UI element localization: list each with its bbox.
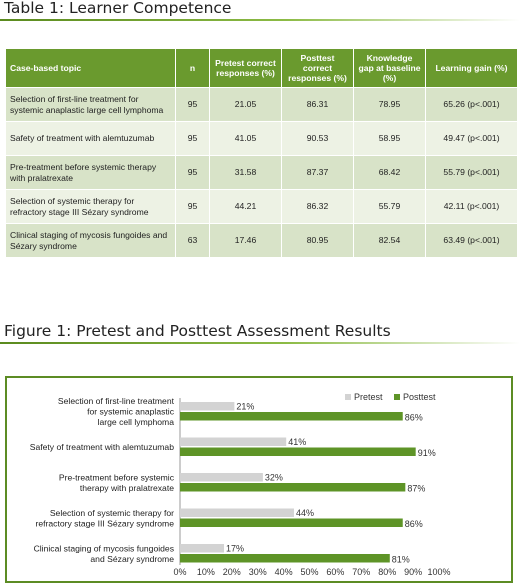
bar-chart xyxy=(7,378,511,581)
gap-cell: 82.54 xyxy=(354,224,426,258)
pretest-cell: 31.58 xyxy=(210,156,282,190)
n-cell: 95 xyxy=(176,156,210,190)
x-tick-label: 90% xyxy=(404,567,423,577)
n-cell: 95 xyxy=(176,88,210,122)
column-header: Learning gain (%) xyxy=(426,49,518,88)
x-tick-label: 30% xyxy=(248,567,267,577)
gap-cell: 78.95 xyxy=(354,88,426,122)
category-label: Clinical staging of mycosis fungoides and Sézary syndrome xyxy=(33,543,174,564)
posttest-cell: 90.53 xyxy=(282,122,354,156)
posttest-cell: 86.31 xyxy=(282,88,354,122)
posttest-data-label: 81% xyxy=(391,554,410,565)
gain-cell: 42.11 (p<.001) xyxy=(426,190,518,224)
category-label: Pre-treatment before systemic therapy with pralatrexate xyxy=(58,472,174,493)
table-header-row xyxy=(6,49,518,88)
table-row xyxy=(6,122,518,156)
n-cell: 95 xyxy=(176,122,210,156)
legend-label: Posttest xyxy=(403,392,436,402)
x-tick-label: 80% xyxy=(378,567,397,577)
table-row xyxy=(6,88,518,122)
category-label: Selection of first-line treatment for systemic anaplastic large cell lymphoma xyxy=(57,396,174,427)
x-tick-label: 10% xyxy=(196,567,215,577)
pretest-data-label: 21% xyxy=(236,401,255,412)
category-label: Safety of treatment with alemtuzumab xyxy=(29,442,174,452)
x-tick-label: 100% xyxy=(427,567,451,577)
legend-swatch xyxy=(345,394,351,400)
gain-cell: 49.47 (p<.001) xyxy=(426,122,518,156)
figure-title: Figure 1: Pretest and Posttest Assessment Results xyxy=(4,322,391,340)
n-cell: 63 xyxy=(176,224,210,258)
gap-cell: 58.95 xyxy=(354,122,426,156)
table-row xyxy=(6,156,518,190)
competence-table xyxy=(5,48,518,258)
gain-cell: 65.26 (p<.001) xyxy=(426,88,518,122)
posttest-bar xyxy=(180,412,403,421)
posttest-data-label: 86% xyxy=(404,519,423,529)
legend-label: Pretest xyxy=(354,392,383,402)
posttest-bar xyxy=(180,483,405,492)
n-cell: 95 xyxy=(176,190,210,224)
category-label: Selection of systemic therapy for refractory stage III Sézary syndrome xyxy=(35,507,174,529)
pretest-cell: 44.21 xyxy=(210,190,282,224)
posttest-data-label: 87% xyxy=(407,483,426,494)
column-header: n xyxy=(176,49,210,88)
gain-cell: 63.49 (p<.001) xyxy=(426,224,518,258)
topic-cell: Pre-treatment before systemic therapy with pralatrexate xyxy=(6,156,176,190)
x-tick-label: 50% xyxy=(300,567,319,577)
pretest-data-label: 17% xyxy=(226,543,245,554)
x-tick-label: 40% xyxy=(274,567,293,577)
pretest-bar xyxy=(180,402,234,411)
posttest-cell: 80.95 xyxy=(282,224,354,258)
table-row xyxy=(6,190,518,224)
topic-cell: Clinical staging of mycosis fungoides and Sézary syndrome xyxy=(6,224,176,258)
posttest-bar xyxy=(180,554,390,563)
topic-cell: Selection of first-line treatment for systemic anaplastic large cell lymphoma xyxy=(6,88,176,122)
topic-cell: Selection of systemic therapy for refractory stage III Sézary syndrome xyxy=(6,190,176,224)
pretest-cell: 41.05 xyxy=(210,122,282,156)
posttest-data-label: 91% xyxy=(417,448,436,458)
column-header: Pretest correct responses (%) xyxy=(210,49,282,88)
pretest-bar xyxy=(180,509,294,518)
pretest-cell: 21.05 xyxy=(210,88,282,122)
x-tick-label: 0% xyxy=(173,567,187,577)
pretest-data-label: 44% xyxy=(295,508,314,518)
posttest-cell: 86.32 xyxy=(282,190,354,224)
posttest-bar xyxy=(180,519,403,528)
pretest-cell: 17.46 xyxy=(210,224,282,258)
column-header: Case-based topic xyxy=(6,49,176,88)
column-header: Knowledge gap at baseline (%) xyxy=(354,49,426,88)
pretest-bar xyxy=(180,438,286,447)
pretest-data-label: 32% xyxy=(264,472,283,483)
pretest-bar xyxy=(180,544,224,553)
x-tick-label: 70% xyxy=(352,567,371,577)
chart-frame xyxy=(5,376,513,583)
title-underline xyxy=(0,342,520,344)
topic-cell: Safety of treatment with alemtuzumab xyxy=(6,122,176,156)
table-title: Table 1: Learner Competence xyxy=(4,0,232,17)
posttest-data-label: 86% xyxy=(404,412,423,423)
title-underline xyxy=(0,19,520,21)
x-tick-label: 60% xyxy=(326,567,345,577)
gain-cell: 55.79 (p<.001) xyxy=(426,156,518,190)
gap-cell: 68.42 xyxy=(354,156,426,190)
pretest-data-label: 41% xyxy=(288,437,307,447)
legend-swatch xyxy=(394,394,400,400)
posttest-cell: 87.37 xyxy=(282,156,354,190)
column-header: Posttest correct responses (%) xyxy=(282,49,354,88)
posttest-bar xyxy=(180,448,416,457)
x-tick-label: 20% xyxy=(222,567,241,577)
pretest-bar xyxy=(180,473,263,482)
gap-cell: 55.79 xyxy=(354,190,426,224)
table-row xyxy=(6,224,518,258)
